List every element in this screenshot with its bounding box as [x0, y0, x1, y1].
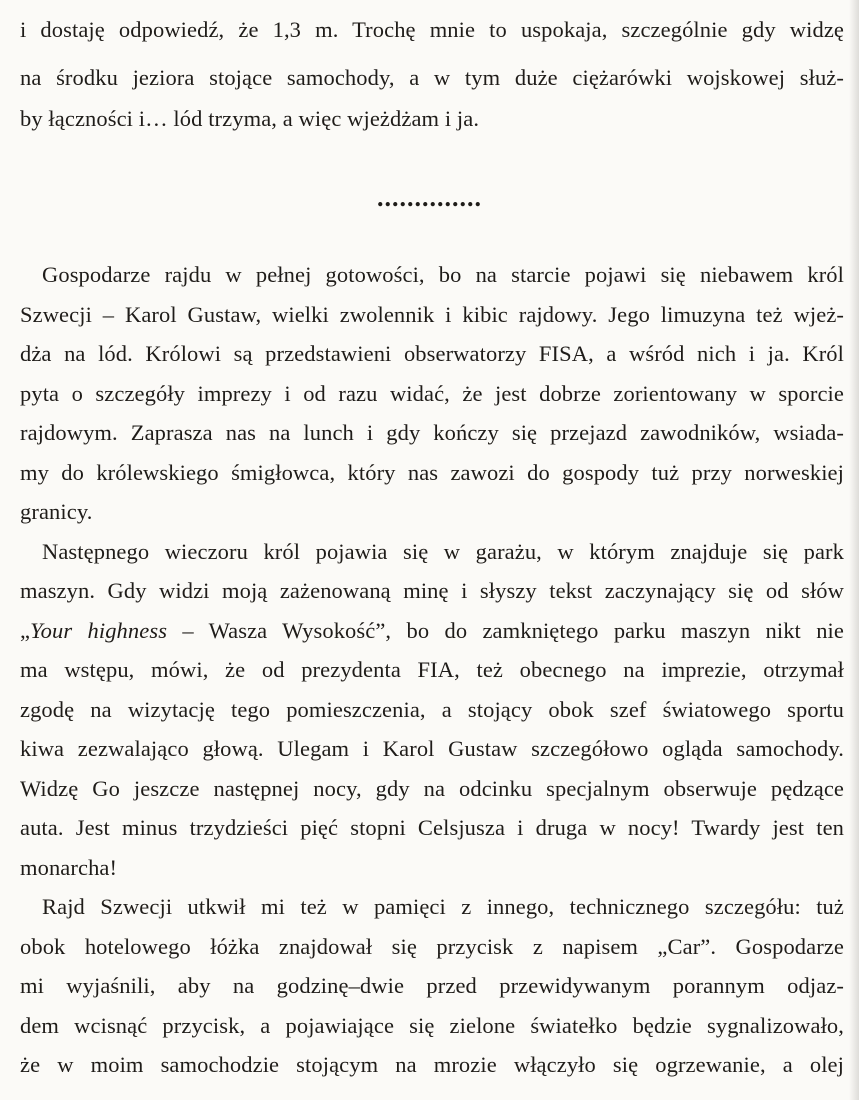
- p3-line-1: Rajd Szwecji utkwił mi też w pamięci z innego, technicznego szczegółu: tuż: [42, 894, 844, 919]
- p1-line-5: rajdowym. Zaprasza nas na lunch i gdy kończy się przejazd zawodników, wsiada-: [20, 420, 844, 445]
- p2-line-5: zgodę na wizytację tego pomieszczenia, a stojący obok szef światowego sportu: [20, 697, 844, 722]
- p2-line-7: Widzę Go jeszcze następnej nocy, gdy na odcinku specjalnym obserwuje pędzące: [20, 776, 844, 801]
- p2-line-4: ma wstępu, mówi, że od prezydenta FIA, też obecnego na imprezie, otrzymał: [20, 657, 844, 682]
- p1-line-1: Gospodarze rajdu w pełnej gotowości, bo na starcie pojawi się niebawem król: [42, 262, 844, 287]
- p2-line-1: Następnego wieczoru król pojawia się w garażu, w którym znajduje się park: [42, 539, 844, 564]
- p1-line-7: granicy.: [20, 499, 93, 524]
- intro-line-3: by łączności i… lód trzyma, a więc wjeżdżam i ja.: [20, 106, 480, 131]
- p2-line-3: [20, 613, 844, 649]
- p1-line-4: pyta o szczegóły imprezy i od razu widać, że jest dobrze zorientowany w sporcie: [20, 381, 844, 406]
- p1-line-2: Szwecji – Karol Gustaw, wielki zwolennik i kibic rajdowy. Jego limuzyna też wjeż-: [20, 302, 844, 327]
- italic-phrase: Your highness: [30, 618, 168, 643]
- p1-line-3: dża na lód. Królowi są przedstawieni obserwatorzy FISA, a wśród nich i ja. Król: [20, 341, 844, 366]
- open-quote: „: [20, 618, 31, 643]
- p1-line-6: my do królewskiego śmigłowca, który nas zawozi do gospody tuż przy norweskiej: [20, 460, 844, 485]
- p2-line-9: monarcha!: [20, 855, 118, 880]
- intro-line-1: i dostaję odpowiedź, że 1,3 m. Trochę mnie to uspokaja, szczególnie gdy widzę: [20, 17, 844, 42]
- p3-line-4: dem wcisnąć przycisk, a pojawiające się zielone światełko będzie sygnalizowało,: [20, 1013, 844, 1038]
- p3-line-2: obok hotelowego łóżka znajdował się przycisk z napisem „Car”. Gospodarze: [20, 934, 844, 959]
- p3-line-5: że w moim samochodzie stojącym na mrozie włączyło się ogrzewanie, a olej: [20, 1052, 844, 1077]
- page-edge-shadow: [849, 0, 859, 1100]
- intro-line-2: na środku jeziora stojące samochody, a w tym duże ciężarówki wojskowej służ-: [20, 65, 844, 90]
- p2-line-2: maszyn. Gdy widzi moją zażenowaną minę i słyszy tekst zaczynający się od słów: [20, 578, 844, 603]
- p2-line-3-rest: – Wasza Wysokość”, bo do zamkniętego parku maszyn nikt nie: [167, 618, 844, 643]
- p3-line-3: mi wyjaśnili, aby na godzinę–dwie przed przewidywanym porannym odjaz-: [20, 973, 844, 998]
- p2-line-6: kiwa zezwalająco głową. Ulegam i Karol Gustaw szczegółowo ogląda samochody.: [20, 736, 844, 761]
- p2-line-8: auta. Jest minus trzydzieści pięć stopni Celsjusza i druga w nocy! Twardy jest ten: [20, 815, 844, 840]
- section-separator: ..............: [377, 183, 482, 212]
